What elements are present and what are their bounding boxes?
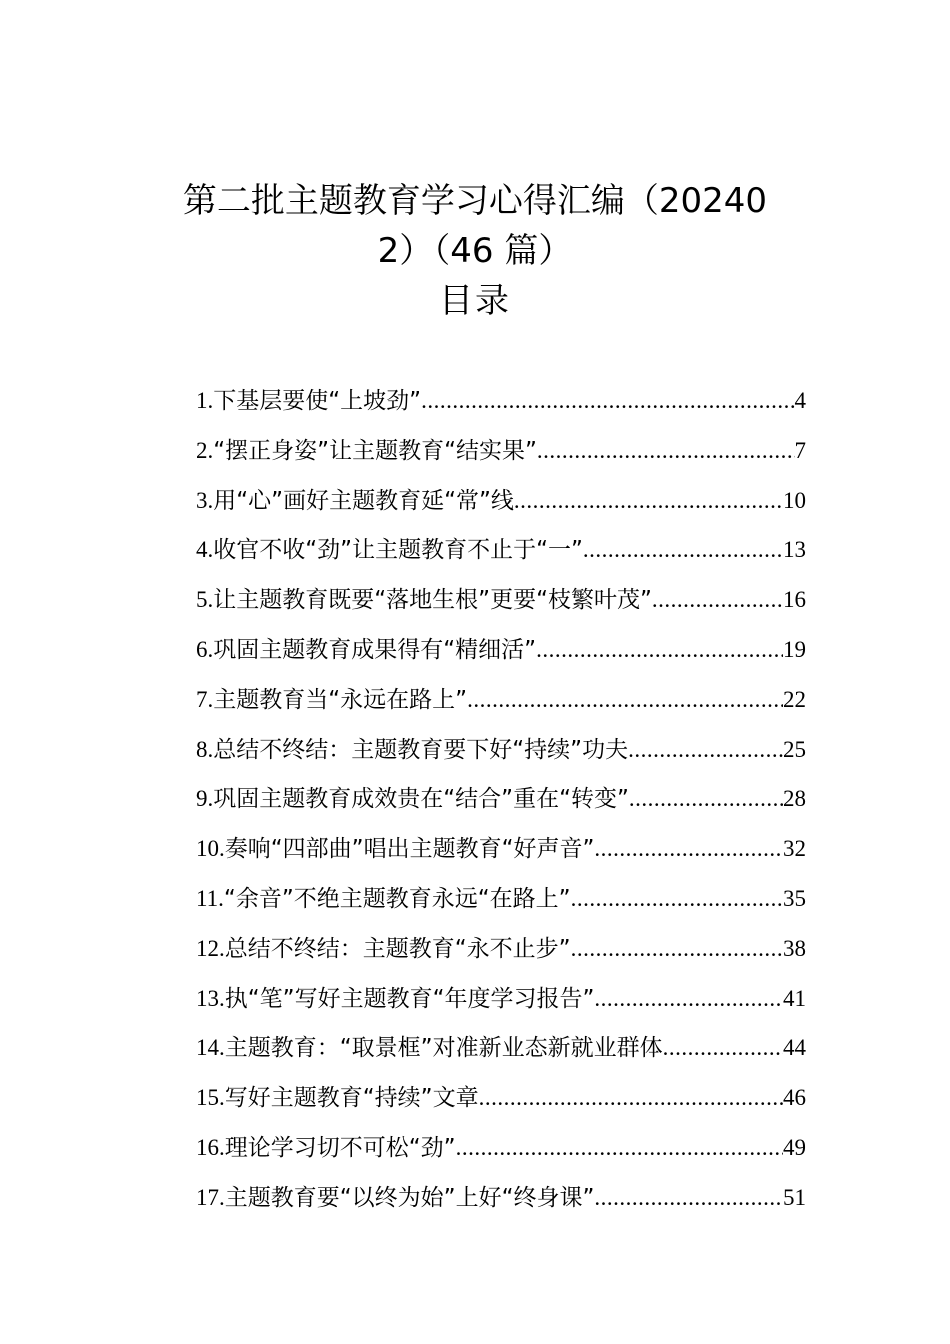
toc-entry[interactable]	[196, 625, 806, 675]
toc-entry[interactable]	[196, 376, 806, 426]
toc-dot-leader	[479, 1073, 783, 1123]
toc-entry-title: 巩固主题教育成效贵在“结合”重在“转变”	[213, 786, 629, 813]
toc-entry-number: 10.	[196, 836, 225, 862]
toc-entry-title: 下基层要使“上坡劲”	[213, 388, 422, 414]
toc-entry-title: 奏响“四部曲”唱出主题教育“好声音”	[224, 836, 595, 863]
toc-entry-number: 11.	[196, 885, 224, 911]
toc-entry-title: 总结不终结：主题教育“永不止步”	[224, 935, 571, 962]
toc-dot-leader	[421, 376, 794, 426]
toc-entry-page-number: 41	[783, 985, 806, 1011]
toc-entry-number: 8.	[196, 736, 214, 762]
toc-entry[interactable]	[196, 1023, 806, 1073]
toc-entry[interactable]	[196, 725, 806, 775]
toc-dot-leader	[571, 924, 783, 974]
toc-dot-leader	[571, 874, 783, 924]
toc-dot-leader	[456, 1123, 783, 1173]
toc-dot-leader	[594, 824, 783, 874]
toc-entry-number: 16.	[196, 1134, 225, 1160]
toc-entry-number: 15.	[196, 1085, 225, 1111]
toc-dot-leader	[663, 1023, 783, 1073]
toc-entry-number: 1.	[196, 388, 214, 413]
toc-entry-page-number: 51	[783, 1184, 806, 1210]
toc-entry[interactable]	[196, 1073, 806, 1123]
toc-entry-title: 写好主题教育“持续”文章	[224, 1085, 479, 1112]
toc-entry-number: 6.	[196, 636, 214, 662]
toc-dot-leader	[652, 575, 783, 625]
toc-entry-number: 12.	[196, 935, 225, 961]
toc-entry[interactable]	[196, 1123, 806, 1173]
toc-dot-leader	[514, 476, 783, 526]
toc-entry-page-number: 32	[783, 836, 806, 862]
toc-heading: 目录	[439, 281, 511, 321]
toc-entry-title: 主题教育：“取景框”对准新业态新就业群体	[224, 1035, 663, 1062]
toc-entry-number: 13.	[196, 985, 225, 1011]
toc-entry[interactable]	[196, 575, 806, 625]
toc-entry-number: 4.	[196, 537, 214, 563]
toc-entry-page-number: 10	[783, 487, 806, 513]
toc-entry-number: 7.	[196, 686, 214, 712]
toc-entry[interactable]	[196, 874, 806, 924]
toc-entry-number: 2.	[196, 437, 214, 463]
toc-entry-title: 执“笔”写好主题教育“年度学习报告”	[224, 985, 595, 1012]
toc-entry-page-number: 13	[783, 537, 806, 563]
toc-entry-page-number: 22	[783, 686, 806, 712]
toc-entry-title: 让主题教育既要“落地生根”更要“枝繁叶茂”	[213, 587, 652, 614]
toc-entry-page-number: 46	[783, 1085, 806, 1111]
toc-dot-leader	[583, 525, 783, 575]
toc-entry[interactable]	[196, 1173, 806, 1223]
toc-entry[interactable]	[196, 675, 806, 725]
toc-dot-leader	[628, 725, 783, 775]
toc-entry-number: 3.	[196, 487, 214, 513]
toc-entry-title: 巩固主题教育成果得有“精细活”	[213, 636, 537, 663]
toc-dot-leader	[629, 774, 783, 824]
toc-entry-title: 主题教育当“永远在路上”	[213, 686, 468, 713]
toc-dot-leader	[467, 675, 783, 725]
toc-entry[interactable]	[196, 924, 806, 974]
toc-entry-title: “余音”不绝主题教育永远“在路上”	[223, 885, 571, 912]
toc-entry-page-number: 19	[783, 636, 806, 662]
toc-entry-page-number: 44	[783, 1035, 806, 1061]
toc-entry-number: 14.	[196, 1035, 225, 1061]
toc-entry-title: 理论学习切不可松“劲”	[224, 1134, 456, 1161]
toc-entry-number: 5.	[196, 587, 214, 613]
toc-entry[interactable]	[196, 824, 806, 874]
title-line-2: 2）（46 篇）	[377, 231, 573, 271]
toc-entry-page-number: 7	[794, 437, 806, 463]
toc-entry-page-number: 16	[783, 587, 806, 613]
toc-entry[interactable]	[196, 774, 806, 824]
toc-entry-page-number: 35	[783, 885, 806, 911]
toc-entry-page-number: 25	[783, 736, 806, 762]
toc-entry-title: 主题教育要“以终为始”上好“终身课”	[224, 1184, 595, 1211]
toc-entry-page-number: 4	[794, 388, 806, 413]
toc-entry-title: “摆正身姿”让主题教育“结实果”	[213, 437, 537, 464]
document-title	[150, 176, 800, 276]
toc-entry[interactable]	[196, 426, 806, 476]
toc-entry-page-number: 28	[783, 786, 806, 812]
toc-dot-leader	[537, 426, 795, 476]
toc-entry-page-number: 49	[783, 1134, 806, 1160]
toc-entry[interactable]	[196, 525, 806, 575]
toc-entry-number: 9.	[196, 786, 214, 812]
toc-entry[interactable]	[196, 476, 806, 526]
toc-entry-page-number: 38	[783, 935, 806, 961]
toc-entry-title: 用“心”画好主题教育延“常”线	[213, 487, 514, 514]
toc-entry-title: 总结不终结：主题教育要下好“持续”功夫	[213, 736, 629, 763]
toc-dot-leader	[594, 1173, 783, 1223]
toc-dot-leader	[594, 974, 783, 1024]
toc-dot-leader	[536, 625, 783, 675]
title-line-1: 第二批主题教育学习心得汇编（20240	[182, 181, 768, 221]
table-of-contents	[196, 376, 806, 1223]
toc-entry-title: 收官不收“劲”让主题教育不止于“一”	[213, 537, 583, 564]
toc-entry[interactable]	[196, 974, 806, 1024]
toc-entry-number: 17.	[196, 1184, 225, 1210]
